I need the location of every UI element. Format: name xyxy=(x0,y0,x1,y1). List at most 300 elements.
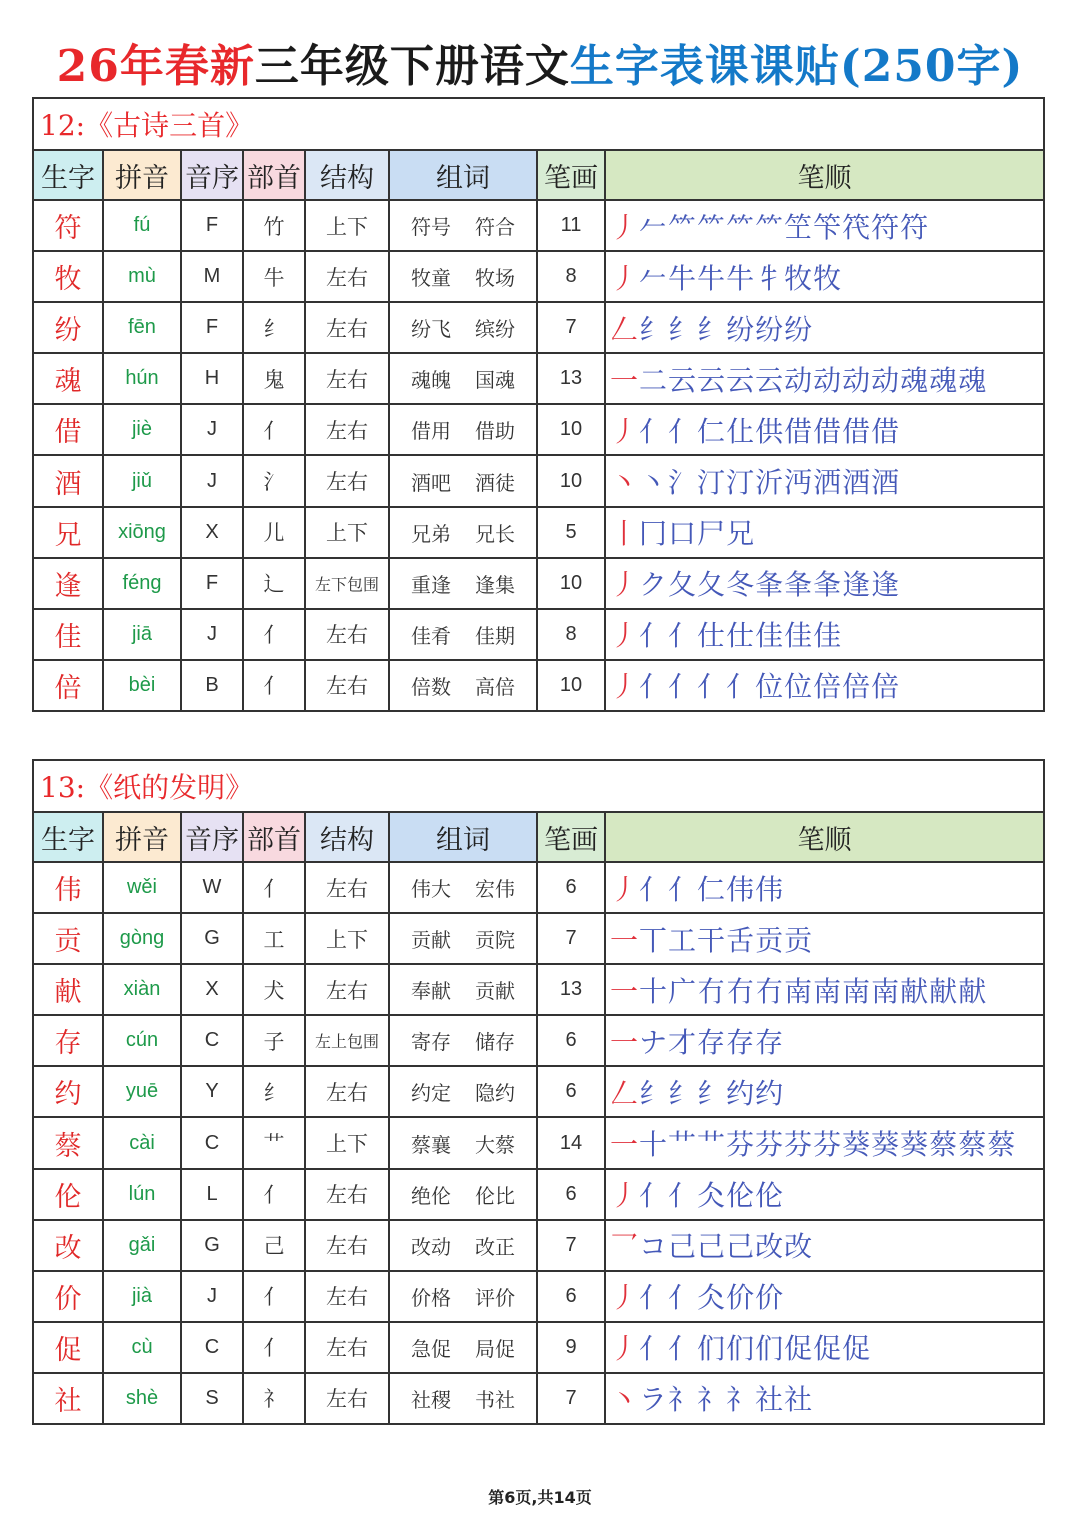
stroke-step: 贡 xyxy=(755,923,785,957)
stroke-step: ⺮ xyxy=(755,210,785,244)
word-2: 改正 xyxy=(475,1234,515,1259)
stroke-step: 借 xyxy=(784,414,814,448)
stroke-step: 冇 xyxy=(697,974,727,1008)
stroke-step: 献 xyxy=(900,974,930,1008)
table-row xyxy=(33,660,1044,711)
stroke-step: 礻 xyxy=(726,1383,756,1417)
word-2: 伦比 xyxy=(475,1183,515,1208)
title-part-blue: 生字表课课贴(250字) xyxy=(569,41,1024,92)
words-cell xyxy=(389,404,537,455)
table-row xyxy=(33,1220,1044,1271)
stroke-step: 仁 xyxy=(697,414,727,448)
word-2: 贡院 xyxy=(475,928,515,953)
initial-cell: G xyxy=(181,1220,243,1271)
stroke-step: 佳 xyxy=(813,619,843,653)
pinyin-cell: jiè xyxy=(103,404,181,455)
words-cell xyxy=(389,558,537,609)
strokes-cell: 10 xyxy=(537,455,605,506)
stroke-step: 己 xyxy=(726,1230,756,1264)
radical-cell: 儿 xyxy=(243,507,305,558)
stroke-step: 云 xyxy=(668,363,698,397)
stroke-step: 动 xyxy=(871,363,901,397)
stroke-step: 符 xyxy=(871,210,901,244)
structure-cell: 左右 xyxy=(305,455,389,506)
stroke-step: 𠂉 xyxy=(639,261,669,295)
radical-cell: 犬 xyxy=(243,964,305,1015)
radical-cell: 辶 xyxy=(243,558,305,609)
strokes-cell: 6 xyxy=(537,1015,605,1066)
table-row xyxy=(33,200,1044,251)
stroke-step: 丶 xyxy=(639,466,669,500)
table-row xyxy=(33,1117,1044,1168)
stroke-step: 艹 xyxy=(668,1128,698,1162)
stroke-step: 冬 xyxy=(726,568,756,602)
stroke-step: 𠃋 xyxy=(610,1076,640,1110)
stroke-step: 广 xyxy=(668,974,698,1008)
header-stroke-order: 笔顺 xyxy=(605,812,1044,862)
stroke-step: 干 xyxy=(697,923,727,957)
stroke-step: 礻 xyxy=(668,1383,698,1417)
radical-cell: 亻 xyxy=(243,862,305,913)
words-cell xyxy=(389,251,537,302)
radical-cell: 己 xyxy=(243,1220,305,1271)
words-cell xyxy=(389,1066,537,1117)
stroke-step: 逢 xyxy=(871,568,901,602)
stroke-step: 丿 xyxy=(610,414,640,448)
stroke-order-cell xyxy=(605,353,1044,404)
structure-cell: 左右 xyxy=(305,1373,389,1424)
stroke-step: 促 xyxy=(784,1332,814,1366)
stroke-step: ナ xyxy=(639,1025,669,1059)
word-2: 评价 xyxy=(475,1285,515,1310)
stroke-step: 魂 xyxy=(929,363,959,397)
word-1: 贡献 xyxy=(411,928,451,953)
initial-cell: Y xyxy=(181,1066,243,1117)
lesson-table-12 xyxy=(32,97,1045,712)
structure-cell: 上下 xyxy=(305,913,389,964)
stroke-step: 仕 xyxy=(697,619,727,653)
stroke-step: 亻 xyxy=(639,1332,669,1366)
stroke-order-cell xyxy=(605,200,1044,251)
word-2: 隐约 xyxy=(475,1081,515,1106)
stroke-step: 供 xyxy=(755,414,785,448)
stroke-step: 借 xyxy=(842,414,872,448)
lesson-title: 13:《纸的发明》 xyxy=(33,760,1044,812)
char-cell: 存 xyxy=(33,1015,103,1066)
words-cell xyxy=(389,660,537,711)
structure-cell: 左右 xyxy=(305,404,389,455)
stroke-step: 汀 xyxy=(697,466,727,500)
stroke-step: 价 xyxy=(726,1281,756,1315)
word-1: 酒吧 xyxy=(411,470,451,495)
header-pinyin: 拼音 xyxy=(103,150,181,200)
stroke-step: 纷 xyxy=(784,312,814,346)
stroke-order-cell xyxy=(605,862,1044,913)
pinyin-cell: yuē xyxy=(103,1066,181,1117)
stroke-step: 丿 xyxy=(610,261,640,295)
stroke-step: 己 xyxy=(668,1230,698,1264)
stroke-step: 仕 xyxy=(726,619,756,653)
stroke-step: 存 xyxy=(755,1025,785,1059)
initial-cell: J xyxy=(181,455,243,506)
word-2: 宏伟 xyxy=(475,877,515,902)
char-cell: 魂 xyxy=(33,353,103,404)
strokes-cell: 8 xyxy=(537,251,605,302)
radical-cell: 鬼 xyxy=(243,353,305,404)
word-2: 局促 xyxy=(475,1336,515,1361)
stroke-step: 存 xyxy=(726,1025,756,1059)
structure-cell: 上下 xyxy=(305,200,389,251)
stroke-order-cell xyxy=(605,1322,1044,1373)
word-1: 绝伦 xyxy=(411,1183,451,1208)
stroke-step: 蔡 xyxy=(987,1128,1017,1162)
radical-cell: 礻 xyxy=(243,1373,305,1424)
stroke-order-cell xyxy=(605,1220,1044,1271)
char-cell: 酒 xyxy=(33,455,103,506)
stroke-step: 仩 xyxy=(726,414,756,448)
stroke-step: 𠂉 xyxy=(639,210,669,244)
initial-cell: H xyxy=(181,353,243,404)
stroke-step: 十 xyxy=(639,974,669,1008)
page-number: 第6页,共14页 xyxy=(488,1488,592,1507)
stroke-step: 亻 xyxy=(668,670,698,704)
words-cell xyxy=(389,200,537,251)
pinyin-cell: féng xyxy=(103,558,181,609)
stroke-step: 亻 xyxy=(668,1179,698,1213)
stroke-step: 亻 xyxy=(726,670,756,704)
stroke-order-cell xyxy=(605,913,1044,964)
words-cell xyxy=(389,609,537,660)
structure-cell: 左右 xyxy=(305,1066,389,1117)
table-row xyxy=(33,1169,1044,1220)
structure-cell: 上下 xyxy=(305,1117,389,1168)
stroke-step: 丅 xyxy=(639,923,669,957)
page-title xyxy=(0,30,1080,94)
structure-cell: 左下包围 xyxy=(305,558,389,609)
stroke-step: 𠃋 xyxy=(610,312,640,346)
stroke-step: 南 xyxy=(842,974,872,1008)
stroke-step: 们 xyxy=(697,1332,727,1366)
words-cell xyxy=(389,1220,537,1271)
stroke-step: 冇 xyxy=(755,974,785,1008)
initial-cell: W xyxy=(181,862,243,913)
stroke-step: 们 xyxy=(726,1332,756,1366)
initial-cell: J xyxy=(181,609,243,660)
char-cell: 伦 xyxy=(33,1169,103,1220)
stroke-step: 一 xyxy=(610,974,640,1008)
stroke-order-cell xyxy=(605,1015,1044,1066)
char-cell: 纷 xyxy=(33,302,103,353)
stroke-step: 纟 xyxy=(668,1076,698,1110)
stroke-step: 贡 xyxy=(784,923,814,957)
initial-cell: F xyxy=(181,558,243,609)
stroke-step: 伟 xyxy=(755,872,785,906)
word-1: 社稷 xyxy=(411,1387,451,1412)
stroke-step: 牧 xyxy=(784,261,814,295)
initial-cell: F xyxy=(181,302,243,353)
words-cell xyxy=(389,1271,537,1322)
stroke-step: 魂 xyxy=(958,363,988,397)
stroke-step: 纟 xyxy=(668,312,698,346)
stroke-step: 促 xyxy=(842,1332,872,1366)
stroke-step: 改 xyxy=(784,1230,814,1264)
char-cell: 社 xyxy=(33,1373,103,1424)
strokes-cell: 8 xyxy=(537,609,605,660)
structure-cell: 左右 xyxy=(305,1271,389,1322)
stroke-step: 丿 xyxy=(610,1281,640,1315)
char-cell: 促 xyxy=(33,1322,103,1373)
stroke-step: ク xyxy=(639,568,669,602)
word-1: 蔡襄 xyxy=(411,1132,451,1157)
words-cell xyxy=(389,964,537,1015)
strokes-cell: 9 xyxy=(537,1322,605,1373)
table-row xyxy=(33,1066,1044,1117)
stroke-step: 仌 xyxy=(697,1179,727,1213)
word-2: 牧场 xyxy=(475,266,515,291)
pinyin-cell: jiǔ xyxy=(103,455,181,506)
lesson-title: 12:《古诗三首》 xyxy=(33,98,1044,150)
header-structure: 结构 xyxy=(305,150,389,200)
char-cell: 贡 xyxy=(33,913,103,964)
char-cell: 献 xyxy=(33,964,103,1015)
stroke-step: 仌 xyxy=(697,1281,727,1315)
char-cell: 借 xyxy=(33,404,103,455)
word-2: 大蔡 xyxy=(475,1132,515,1157)
pinyin-cell: hún xyxy=(103,353,181,404)
pinyin-cell: xiàn xyxy=(103,964,181,1015)
stroke-step: 芬 xyxy=(784,1128,814,1162)
stroke-step: コ xyxy=(639,1230,669,1264)
pinyin-cell: shè xyxy=(103,1373,181,1424)
word-1: 倍数 xyxy=(411,674,451,699)
stroke-step: 借 xyxy=(813,414,843,448)
stroke-order-cell xyxy=(605,404,1044,455)
stroke-order-cell xyxy=(605,558,1044,609)
title-part-black: 三年级下册语文 xyxy=(254,41,570,92)
words-cell xyxy=(389,507,537,558)
word-1: 约定 xyxy=(411,1081,451,1106)
stroke-step: 促 xyxy=(813,1332,843,1366)
word-1: 重逢 xyxy=(411,572,451,597)
table-row xyxy=(33,913,1044,964)
word-1: 魂魄 xyxy=(411,368,451,393)
stroke-step: 一 xyxy=(610,1025,640,1059)
stroke-step: 亻 xyxy=(639,619,669,653)
stroke-step: 纟 xyxy=(639,1076,669,1110)
strokes-cell: 13 xyxy=(537,964,605,1015)
header-strokes: 笔画 xyxy=(537,150,605,200)
stroke-step: 氵 xyxy=(668,466,698,500)
word-2: 符合 xyxy=(475,215,515,240)
stroke-step: ⺮ xyxy=(697,210,727,244)
stroke-step: 一 xyxy=(610,363,640,397)
stroke-step: 洒 xyxy=(813,466,843,500)
structure-cell: 左右 xyxy=(305,609,389,660)
strokes-cell: 6 xyxy=(537,1169,605,1220)
structure-cell: 左上包围 xyxy=(305,1015,389,1066)
title-part-red: 26年春新 xyxy=(56,41,255,92)
char-cell: 兄 xyxy=(33,507,103,558)
stroke-step: 己 xyxy=(697,1230,727,1264)
table-row xyxy=(33,404,1044,455)
stroke-order-cell xyxy=(605,1117,1044,1168)
stroke-step: 仁 xyxy=(697,872,727,906)
stroke-step: 芬 xyxy=(755,1128,785,1162)
words-cell xyxy=(389,913,537,964)
initial-cell: C xyxy=(181,1015,243,1066)
char-cell: 逢 xyxy=(33,558,103,609)
stroke-step: 社 xyxy=(784,1383,814,1417)
word-1: 纷飞 xyxy=(411,317,451,342)
radical-cell: 亻 xyxy=(243,1271,305,1322)
word-1: 改动 xyxy=(411,1234,451,1259)
char-cell: 价 xyxy=(33,1271,103,1322)
radical-cell: 艹 xyxy=(243,1117,305,1168)
table-row xyxy=(33,302,1044,353)
word-2: 借助 xyxy=(475,419,515,444)
table-row xyxy=(33,1322,1044,1373)
stroke-step: 丿 xyxy=(610,210,640,244)
table-row xyxy=(33,353,1044,404)
stroke-step: 纷 xyxy=(726,312,756,346)
stroke-step: 丿 xyxy=(610,619,640,653)
stroke-order-cell xyxy=(605,507,1044,558)
stroke-order-cell xyxy=(605,609,1044,660)
stroke-step: 云 xyxy=(697,363,727,397)
stroke-step: 舌 xyxy=(726,923,756,957)
header-stroke-order: 笔顺 xyxy=(605,150,1044,200)
stroke-step: 南 xyxy=(813,974,843,1008)
stroke-step: 倍 xyxy=(842,670,872,704)
structure-cell: 上下 xyxy=(305,507,389,558)
stroke-step: 二 xyxy=(639,363,669,397)
stroke-step: 借 xyxy=(871,414,901,448)
pinyin-cell: fú xyxy=(103,200,181,251)
word-2: 逢集 xyxy=(475,572,515,597)
stroke-step: 冇 xyxy=(726,974,756,1008)
table-row xyxy=(33,1271,1044,1322)
word-1: 伟大 xyxy=(411,877,451,902)
stroke-step: 牛 xyxy=(668,261,698,295)
stroke-step: 亻 xyxy=(668,1281,698,1315)
pinyin-cell: gòng xyxy=(103,913,181,964)
header-char: 生字 xyxy=(33,150,103,200)
stroke-step: 亻 xyxy=(697,670,727,704)
stroke-order-cell xyxy=(605,1066,1044,1117)
pinyin-cell: fēn xyxy=(103,302,181,353)
stroke-step: 魂 xyxy=(900,363,930,397)
initial-cell: S xyxy=(181,1373,243,1424)
pinyin-cell: bèi xyxy=(103,660,181,711)
stroke-step: 口 xyxy=(668,517,698,551)
lesson-title-row xyxy=(33,98,1044,150)
structure-cell: 左右 xyxy=(305,251,389,302)
radical-cell: 亻 xyxy=(243,1322,305,1373)
word-2: 高倍 xyxy=(475,674,515,699)
char-cell: 倍 xyxy=(33,660,103,711)
structure-cell: 左右 xyxy=(305,862,389,913)
stroke-step: 亻 xyxy=(639,670,669,704)
stroke-step: 丶 xyxy=(610,1383,640,1417)
stroke-step: 丶 xyxy=(610,466,640,500)
structure-cell: 左右 xyxy=(305,1169,389,1220)
stroke-step: 约 xyxy=(726,1076,756,1110)
stroke-step: 芬 xyxy=(813,1128,843,1162)
stroke-step: 夆 xyxy=(784,568,814,602)
word-2: 国魂 xyxy=(475,368,515,393)
strokes-cell: 14 xyxy=(537,1117,605,1168)
lesson-title-row xyxy=(33,760,1044,812)
pinyin-cell: cún xyxy=(103,1015,181,1066)
table-row xyxy=(33,251,1044,302)
stroke-step: 蔡 xyxy=(958,1128,988,1162)
header-words: 组词 xyxy=(389,150,537,200)
structure-cell: 左右 xyxy=(305,1322,389,1373)
words-cell xyxy=(389,353,537,404)
table-row xyxy=(33,964,1044,1015)
table-row xyxy=(33,558,1044,609)
stroke-step: 位 xyxy=(755,670,785,704)
stroke-step: 沔 xyxy=(784,466,814,500)
stroke-step: 佳 xyxy=(755,619,785,653)
pinyin-cell: mù xyxy=(103,251,181,302)
stroke-order-cell xyxy=(605,302,1044,353)
header-initial: 音序 xyxy=(181,812,243,862)
radical-cell: 纟 xyxy=(243,302,305,353)
stroke-step: 云 xyxy=(726,363,756,397)
strokes-cell: 6 xyxy=(537,1271,605,1322)
stroke-step: 夆 xyxy=(755,568,785,602)
stroke-step: 汀 xyxy=(726,466,756,500)
header-words: 组词 xyxy=(389,812,537,862)
stroke-step: 葵 xyxy=(842,1128,872,1162)
radical-cell: 亻 xyxy=(243,1169,305,1220)
stroke-order-cell xyxy=(605,1169,1044,1220)
stroke-step: 芬 xyxy=(726,1128,756,1162)
structure-cell: 左右 xyxy=(305,964,389,1015)
radical-cell: 亻 xyxy=(243,609,305,660)
stroke-step: 纟 xyxy=(639,312,669,346)
radical-cell: 氵 xyxy=(243,455,305,506)
radical-cell: 工 xyxy=(243,913,305,964)
char-cell: 佳 xyxy=(33,609,103,660)
char-cell: 蔡 xyxy=(33,1117,103,1168)
pinyin-cell: jiā xyxy=(103,609,181,660)
initial-cell: L xyxy=(181,1169,243,1220)
word-1: 借用 xyxy=(411,419,451,444)
radical-cell: 亻 xyxy=(243,404,305,455)
words-cell xyxy=(389,1169,537,1220)
word-2: 储存 xyxy=(475,1030,515,1055)
structure-cell: 左右 xyxy=(305,1220,389,1271)
stroke-step: 牧 xyxy=(813,261,843,295)
word-1: 佳肴 xyxy=(411,623,451,648)
stroke-step: 纟 xyxy=(697,312,727,346)
stroke-step: ラ xyxy=(639,1383,669,1417)
word-2: 书社 xyxy=(475,1387,515,1412)
stroke-step: 亻 xyxy=(639,872,669,906)
stroke-step: 献 xyxy=(958,974,988,1008)
stroke-step: 们 xyxy=(755,1332,785,1366)
table-row xyxy=(33,1373,1044,1424)
stroke-step: 夂 xyxy=(697,568,727,602)
pinyin-cell: jià xyxy=(103,1271,181,1322)
stroke-step: 存 xyxy=(697,1025,727,1059)
stroke-step: 献 xyxy=(929,974,959,1008)
header-strokes: 笔画 xyxy=(537,812,605,862)
stroke-step: 佳 xyxy=(784,619,814,653)
char-cell: 符 xyxy=(33,200,103,251)
